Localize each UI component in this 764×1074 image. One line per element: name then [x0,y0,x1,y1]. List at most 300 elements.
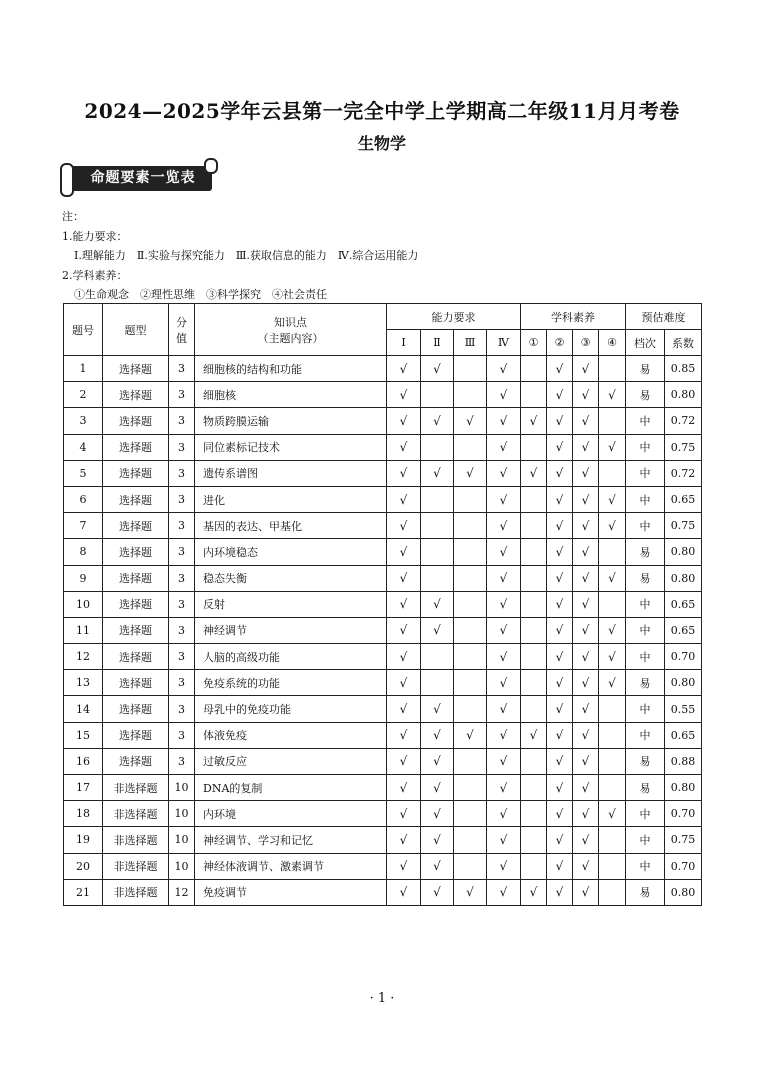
ability-cell-2 [421,748,454,774]
literacy-cell-3 [573,434,599,460]
table-row [64,513,702,539]
ability-cell-4 [487,513,521,539]
check-mark-icon: √ [581,675,590,690]
question-type: 选择题 [103,748,169,774]
check-mark-icon: √ [399,466,408,481]
question-type: 非选择题 [103,879,169,905]
ability-cell-4 [487,486,521,512]
ability-cell-4 [487,879,521,905]
literacy-cell-1 [521,408,547,434]
check-mark-icon: √ [466,413,474,428]
question-score: 3 [169,617,195,643]
question-no: 4 [64,434,103,460]
ability-cell-4 [487,775,521,801]
knowledge-point: 神经调节、学习和记忆 [195,827,387,853]
difficulty-level: 易 [626,775,665,801]
ability-cell-4 [487,356,521,382]
question-type: 选择题 [103,356,169,382]
scroll-curl-left-icon [60,163,74,197]
question-type: 选择题 [103,539,169,565]
header-type: 题型 [103,304,169,356]
table-row [64,853,702,879]
question-type: 选择题 [103,591,169,617]
question-type: 选择题 [103,722,169,748]
question-score: 10 [169,775,195,801]
question-type: 非选择题 [103,853,169,879]
question-score: 3 [169,356,195,382]
difficulty-coefficient: 0.70 [665,644,702,670]
knowledge-point: 母乳中的免疫功能 [195,696,387,722]
check-mark-icon: √ [433,754,441,769]
literacy-cell-3 [573,644,599,670]
ability-cell-2 [421,591,454,617]
question-no: 12 [64,644,103,670]
difficulty-level: 易 [626,539,665,565]
ability-cell-2 [421,853,454,879]
header-ability-3: Ⅲ [454,330,487,356]
check-mark-icon: √ [555,780,564,795]
ability-cell-2 [421,879,454,905]
table-row [64,565,702,591]
ability-cell-2 [421,460,454,486]
literacy-cell-4 [599,382,626,408]
literacy-cell-4 [599,853,626,879]
knowledge-point: 内环境 [195,801,387,827]
literacy-cell-4 [599,801,626,827]
question-no: 13 [64,670,103,696]
header-no: 题号 [64,304,103,356]
check-mark-icon: √ [466,466,474,481]
check-mark-icon: √ [555,518,564,533]
check-mark-icon: √ [555,440,564,455]
question-no: 19 [64,827,103,853]
ability-cell-3 [454,801,487,827]
literacy-cell-1 [521,591,547,617]
difficulty-coefficient: 0.70 [665,853,702,879]
literacy-cell-4 [599,617,626,643]
ability-cell-2 [421,696,454,722]
literacy-cell-4 [599,775,626,801]
ability-cell-2 [421,356,454,382]
literacy-cell-3 [573,801,599,827]
question-no: 20 [64,853,103,879]
header-ability-4: Ⅳ [487,330,521,356]
literacy-cell-2 [547,539,573,565]
check-mark-icon: √ [433,466,441,481]
check-mark-icon: √ [608,675,616,690]
check-mark-icon: √ [581,649,590,664]
literacy-title: 2.学科素养： [62,268,128,282]
ability-cell-3 [454,722,487,748]
check-mark-icon: √ [581,413,590,428]
check-mark-icon: √ [581,387,590,402]
literacy-cell-4 [599,696,626,722]
literacy-cell-4 [599,460,626,486]
difficulty-coefficient: 0.65 [665,591,702,617]
question-score: 3 [169,748,195,774]
question-score: 3 [169,486,195,512]
check-mark-icon: √ [555,754,564,769]
check-mark-icon: √ [433,702,441,717]
knowledge-point: 同位素标记技术 [195,434,387,460]
header-coef: 系数 [665,330,702,356]
ability-cell-2 [421,382,454,408]
literacy-cell-3 [573,617,599,643]
literacy-cell-1 [521,696,547,722]
literacy-cell-3 [573,408,599,434]
check-mark-icon: √ [399,675,408,690]
literacy-cell-2 [547,408,573,434]
question-score: 12 [169,879,195,905]
ability-cell-4 [487,539,521,565]
ability-cell-1 [387,513,421,539]
ability-cell-4 [487,382,521,408]
check-mark-icon: √ [399,413,408,428]
check-mark-icon: √ [499,832,508,847]
check-mark-icon: √ [499,387,508,402]
ability-cell-4 [487,827,521,853]
knowledge-point: 基因的表达、甲基化 [195,513,387,539]
question-no: 11 [64,617,103,643]
question-no: 2 [64,382,103,408]
ability-cell-3 [454,382,487,408]
question-type: 选择题 [103,513,169,539]
check-mark-icon: √ [499,518,508,533]
literacy-cell-3 [573,591,599,617]
question-no: 5 [64,460,103,486]
header-ability-2: Ⅱ [421,330,454,356]
subject-title: 生物学 [357,134,406,153]
literacy-cell-3 [573,827,599,853]
literacy-cell-1 [521,565,547,591]
check-mark-icon: √ [499,544,508,559]
difficulty-coefficient: 0.70 [665,801,702,827]
question-no: 14 [64,696,103,722]
section-banner [62,162,214,194]
literacy-cell-4 [599,565,626,591]
table-row [64,434,702,460]
header-literacy-3: ③ [573,330,599,356]
difficulty-level: 易 [626,879,665,905]
ability-cell-4 [487,696,521,722]
question-no: 15 [64,722,103,748]
question-score: 3 [169,382,195,408]
difficulty-level: 易 [626,748,665,774]
literacy-cell-2 [547,853,573,879]
check-mark-icon: √ [555,492,564,507]
ability-cell-1 [387,801,421,827]
question-score: 3 [169,460,195,486]
ability-cell-3 [454,879,487,905]
literacy-cell-4 [599,670,626,696]
literacy-cell-2 [547,801,573,827]
ability-cell-1 [387,617,421,643]
check-mark-icon: √ [555,728,564,743]
difficulty-coefficient: 0.75 [665,434,702,460]
check-mark-icon: √ [399,780,408,795]
question-no: 18 [64,801,103,827]
knowledge-point: DNA的复制 [195,775,387,801]
question-score: 10 [169,801,195,827]
check-mark-icon: √ [581,806,590,821]
check-mark-icon: √ [433,413,441,428]
question-type: 选择题 [103,486,169,512]
notes-label: 注： [62,210,84,223]
question-score: 3 [169,408,195,434]
table-row [64,722,702,748]
literacy-cell-1 [521,486,547,512]
header-literacy-1: ① [521,330,547,356]
question-score: 3 [169,513,195,539]
difficulty-coefficient: 0.55 [665,696,702,722]
header-score [169,304,195,356]
page-number: · 1 · [369,991,395,1006]
ability-cell-1 [387,670,421,696]
difficulty-coefficient: 0.72 [665,408,702,434]
check-mark-icon: √ [529,466,538,481]
table-row [64,591,702,617]
difficulty-level: 易 [626,565,665,591]
ability-cell-1 [387,539,421,565]
difficulty-coefficient: 0.80 [665,670,702,696]
check-mark-icon: √ [499,649,508,664]
literacy-cell-2 [547,434,573,460]
check-mark-icon: √ [581,544,590,559]
check-mark-icon: √ [555,832,564,847]
knowledge-point: 免疫调节 [195,879,387,905]
table-row [64,486,702,512]
check-mark-icon: √ [608,623,616,638]
literacy-cell-3 [573,513,599,539]
check-mark-icon: √ [399,832,408,847]
literacy-cell-4 [599,644,626,670]
check-mark-icon: √ [581,728,590,743]
check-mark-icon: √ [555,361,564,376]
question-score: 3 [169,539,195,565]
ability-cell-3 [454,486,487,512]
check-mark-icon: √ [499,728,508,743]
literacy-cell-2 [547,486,573,512]
literacy-cell-3 [573,775,599,801]
check-mark-icon: √ [555,571,564,586]
ability-cell-1 [387,827,421,853]
literacy-cell-3 [573,670,599,696]
ability-cell-4 [487,565,521,591]
knowledge-point: 过敏反应 [195,748,387,774]
check-mark-icon: √ [581,518,590,533]
check-mark-icon: √ [399,623,408,638]
literacy-cell-1 [521,670,547,696]
literacy-cell-4 [599,513,626,539]
question-score: 3 [169,434,195,460]
check-mark-icon: √ [581,754,590,769]
ability-cell-3 [454,356,487,382]
question-no: 10 [64,591,103,617]
check-mark-icon: √ [555,859,564,874]
check-mark-icon: √ [499,806,508,821]
difficulty-level: 中 [626,486,665,512]
question-no: 1 [64,356,103,382]
ability-cell-2 [421,565,454,591]
knowledge-point: 神经调节 [195,617,387,643]
check-mark-icon: √ [608,806,616,821]
question-type: 非选择题 [103,827,169,853]
literacy-cell-4 [599,486,626,512]
page-title: 2024—2025学年云县第一完全中学上学期高二年级11月月考卷 [84,99,680,123]
check-mark-icon: √ [399,440,408,455]
check-mark-icon: √ [581,440,590,455]
ability-cell-1 [387,565,421,591]
literacy-cell-1 [521,539,547,565]
literacy-cell-2 [547,513,573,539]
table-row [64,644,702,670]
check-mark-icon: √ [399,518,408,533]
check-mark-icon: √ [499,623,508,638]
difficulty-coefficient: 0.65 [665,617,702,643]
check-mark-icon: √ [499,466,508,481]
difficulty-coefficient: 0.85 [665,356,702,382]
table-row [64,356,702,382]
literacy-cell-2 [547,644,573,670]
literacy-cell-4 [599,356,626,382]
difficulty-coefficient: 0.75 [665,827,702,853]
ability-cell-2 [421,408,454,434]
check-mark-icon: √ [608,649,616,664]
literacy-cell-3 [573,879,599,905]
ability-cell-2 [421,775,454,801]
question-type: 选择题 [103,460,169,486]
knowledge-point: 体液免疫 [195,722,387,748]
header-level: 档次 [626,330,665,356]
check-mark-icon: √ [608,492,616,507]
ability-cell-1 [387,722,421,748]
literacy-cell-1 [521,748,547,774]
literacy-cell-2 [547,460,573,486]
notes [62,207,418,305]
ability-cell-2 [421,617,454,643]
literacy-cell-1 [521,460,547,486]
check-mark-icon: √ [433,859,441,874]
literacy-cell-3 [573,460,599,486]
difficulty-coefficient: 0.88 [665,748,702,774]
check-mark-icon: √ [581,623,590,638]
difficulty-coefficient: 0.80 [665,879,702,905]
literacy-cell-2 [547,382,573,408]
check-mark-icon: √ [399,754,408,769]
check-mark-icon: √ [581,492,590,507]
knowledge-point: 细胞核的结构和功能 [195,356,387,382]
question-score: 3 [169,696,195,722]
table-row [64,879,702,905]
check-mark-icon: √ [433,623,441,638]
check-mark-icon: √ [555,675,564,690]
question-type: 选择题 [103,408,169,434]
check-mark-icon: √ [433,361,441,376]
literacy-cell-1 [521,617,547,643]
ability-items: Ⅰ.理解能力 Ⅱ.实验与探究能力 Ⅲ.获取信息的能力 Ⅳ.综合运用能力 [74,249,419,262]
difficulty-level: 中 [626,722,665,748]
difficulty-coefficient: 0.65 [665,722,702,748]
check-mark-icon: √ [529,728,538,743]
check-mark-icon: √ [433,728,441,743]
literacy-cell-1 [521,801,547,827]
table-row [64,617,702,643]
table-row [64,539,702,565]
check-mark-icon: √ [499,702,508,717]
literacy-cell-2 [547,748,573,774]
literacy-cell-4 [599,827,626,853]
ability-cell-4 [487,591,521,617]
difficulty-level: 中 [626,408,665,434]
ability-cell-3 [454,617,487,643]
knowledge-point: 遗传系谱图 [195,460,387,486]
literacy-cell-1 [521,853,547,879]
difficulty-level: 中 [626,513,665,539]
literacy-cell-4 [599,591,626,617]
knowledge-point: 稳态失衡 [195,565,387,591]
ability-cell-1 [387,644,421,670]
header-score-line1: 分 [176,315,187,329]
literacy-cell-3 [573,748,599,774]
check-mark-icon: √ [499,361,508,376]
literacy-cell-1 [521,644,547,670]
ability-cell-3 [454,853,487,879]
question-type: 非选择题 [103,801,169,827]
check-mark-icon: √ [399,571,408,586]
check-mark-icon: √ [466,885,474,900]
knowledge-point: 内环境稳态 [195,539,387,565]
literacy-cell-2 [547,696,573,722]
exam-elements-table [63,303,702,906]
question-type: 选择题 [103,696,169,722]
literacy-cell-1 [521,434,547,460]
difficulty-level: 中 [626,827,665,853]
ability-cell-3 [454,591,487,617]
check-mark-icon: √ [608,518,616,533]
check-mark-icon: √ [608,387,616,402]
check-mark-icon: √ [555,885,564,900]
question-score: 3 [169,722,195,748]
question-score: 10 [169,827,195,853]
ability-cell-2 [421,434,454,460]
check-mark-icon: √ [555,544,564,559]
header-ability-1: Ⅰ [387,330,421,356]
literacy-cell-4 [599,408,626,434]
check-mark-icon: √ [499,571,508,586]
check-mark-icon: √ [499,754,508,769]
ability-cell-1 [387,853,421,879]
table-row [64,696,702,722]
difficulty-coefficient: 0.72 [665,460,702,486]
literacy-cell-1 [521,879,547,905]
ability-cell-3 [454,696,487,722]
check-mark-icon: √ [581,466,590,481]
check-mark-icon: √ [555,702,564,717]
check-mark-icon: √ [581,859,590,874]
ability-cell-3 [454,539,487,565]
table-row [64,748,702,774]
literacy-cell-4 [599,539,626,565]
check-mark-icon: √ [581,361,590,376]
header-score-line2: 值 [176,331,187,345]
check-mark-icon: √ [608,571,616,586]
question-score: 3 [169,565,195,591]
check-mark-icon: √ [399,728,408,743]
check-mark-icon: √ [555,466,564,481]
knowledge-point: 细胞核 [195,382,387,408]
table-row [64,827,702,853]
ability-cell-1 [387,775,421,801]
